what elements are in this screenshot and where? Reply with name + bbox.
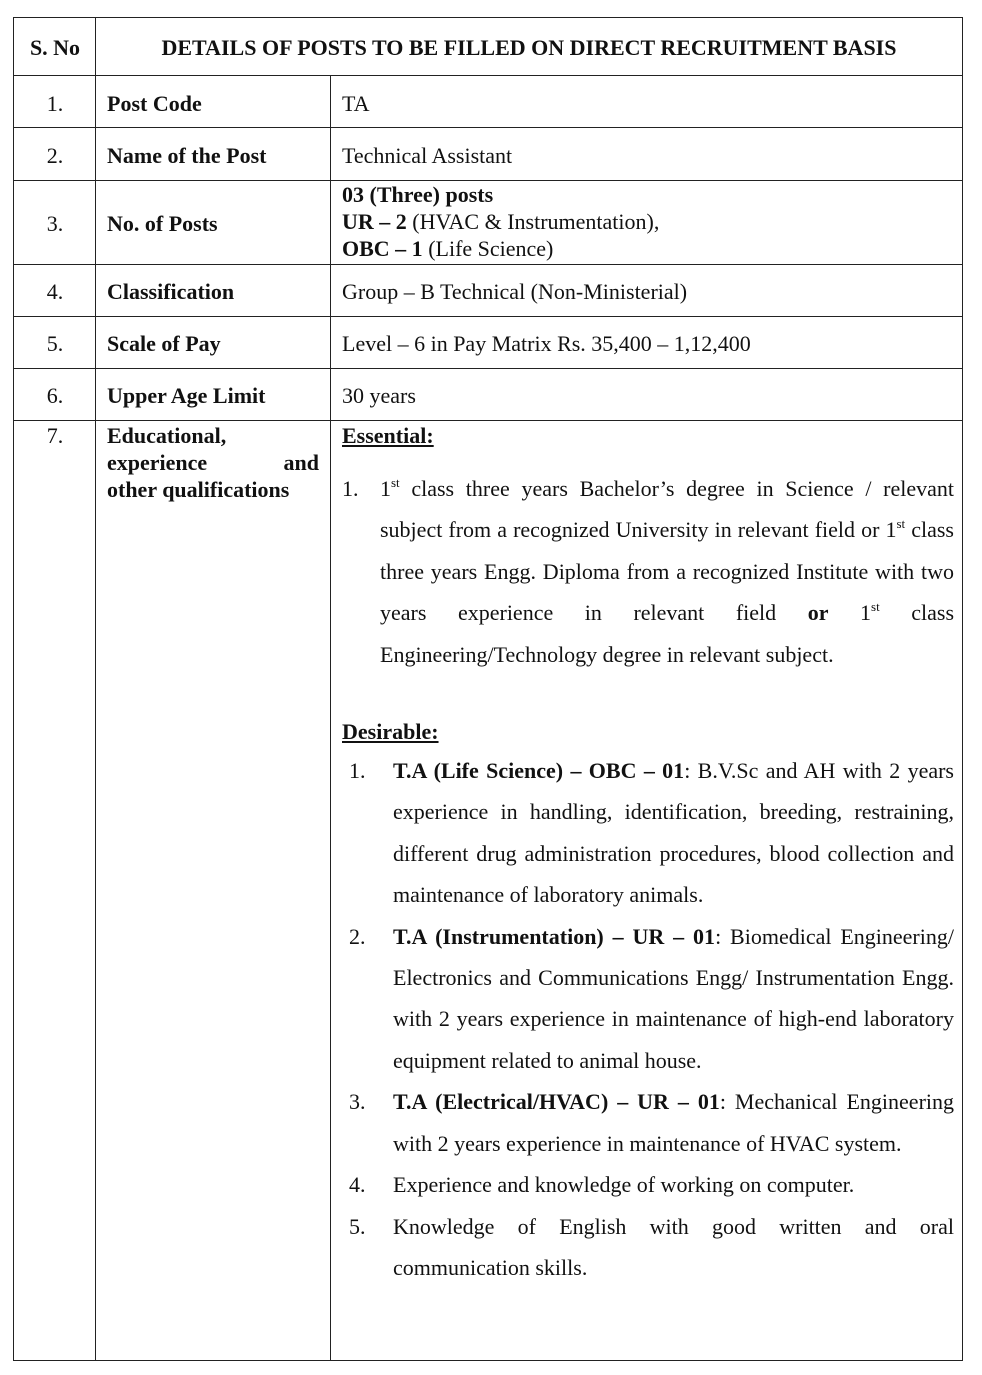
desirable-item: 2. T.A (Instrumentation) – UR – 01: Biomedical Engineering/ Electronics and Communications Engg/ Instrumentation Engg. with 2 years experience in maintenance of high-end laboratory equipment related to animal house. xyxy=(342,916,954,1082)
desirable-item: 3. T.A (Electrical/HVAC) – UR – 01: Mechanical Engineering with 2 years experience in maintenance of HVAC system. xyxy=(342,1081,954,1164)
item-number: 5. xyxy=(349,1213,366,1239)
row-4-sno: 4. xyxy=(46,279,64,304)
row-3-sno: 3. xyxy=(46,211,64,236)
label-line: Educational, xyxy=(107,423,227,448)
essential-item: 1. 1st class three years Bachelor’s degree in Science / relevant subject from a recognized University in relevant field or 1st class three years Engg. Diploma from a recognized Institute with two years experience in relevant field or 1st class Engineering/Technology degree in relevant subject. xyxy=(342,468,954,675)
row-2-value: Technical Assistant xyxy=(342,143,513,168)
desirable-item: 4. Experience and knowledge of working on computer. xyxy=(342,1164,954,1205)
label-line: experience and xyxy=(107,450,319,475)
item-number: 1. xyxy=(342,476,359,501)
header-title: DETAILS OF POSTS TO BE FILLED ON DIRECT RECRUITMENT BASIS xyxy=(161,35,897,60)
row-1-value: TA xyxy=(342,91,370,116)
row-2-label: Name of the Post xyxy=(107,143,267,168)
item-number: 4. xyxy=(349,1172,366,1198)
label-line: other qualifications xyxy=(107,477,290,502)
row-5-value: Level – 6 in Pay Matrix Rs. 35,400 – 1,12,400 xyxy=(342,331,751,356)
row-6-value: 30 years xyxy=(342,383,416,408)
recruitment-table xyxy=(13,17,963,1361)
row-7-sno: 7. xyxy=(46,423,64,448)
essential-heading: Essential: xyxy=(342,423,434,448)
row-3-value xyxy=(342,181,659,262)
row-divider xyxy=(14,264,962,265)
row-5-sno: 5. xyxy=(46,331,64,356)
row-6-label: Upper Age Limit xyxy=(107,383,266,408)
row-4-value: Group – B Technical (Non-Ministerial) xyxy=(342,279,688,304)
desirable-heading: Desirable: xyxy=(342,719,439,745)
row-divider xyxy=(14,316,962,317)
row-7-label xyxy=(107,422,319,503)
column-divider xyxy=(330,76,331,1360)
qualifications-cell xyxy=(342,420,954,1288)
row-1-sno: 1. xyxy=(46,91,64,116)
desirable-item: 1. T.A (Life Science) – OBC – 01: B.V.Sc and AH with 2 years experience in handling, identification, breeding, restraining, different drug administration procedures, blood collection and maintenance of laboratory animals. xyxy=(342,750,954,916)
header-sno: S. No xyxy=(29,35,81,60)
row-4-label: Classification xyxy=(107,279,235,304)
item-number: 1. xyxy=(349,758,366,784)
item-number: 3. xyxy=(349,1089,366,1115)
desirable-item: 5. Knowledge of English with good written and oral communication skills. xyxy=(342,1206,954,1289)
posts-obc: OBC – 1 (Life Science) xyxy=(342,236,554,261)
row-divider xyxy=(14,368,962,369)
row-3-label: No. of Posts xyxy=(107,211,218,236)
row-5-label: Scale of Pay xyxy=(107,331,221,356)
row-2-sno: 2. xyxy=(46,143,64,168)
row-6-sno: 6. xyxy=(46,383,64,408)
row-divider xyxy=(14,75,962,76)
item-number: 2. xyxy=(349,923,366,949)
posts-ur: UR – 2 (HVAC & Instrumentation), xyxy=(342,209,660,234)
row-divider xyxy=(14,127,962,128)
posts-total: 03 (Three) posts xyxy=(342,182,494,207)
row-1-label: Post Code xyxy=(107,91,202,116)
